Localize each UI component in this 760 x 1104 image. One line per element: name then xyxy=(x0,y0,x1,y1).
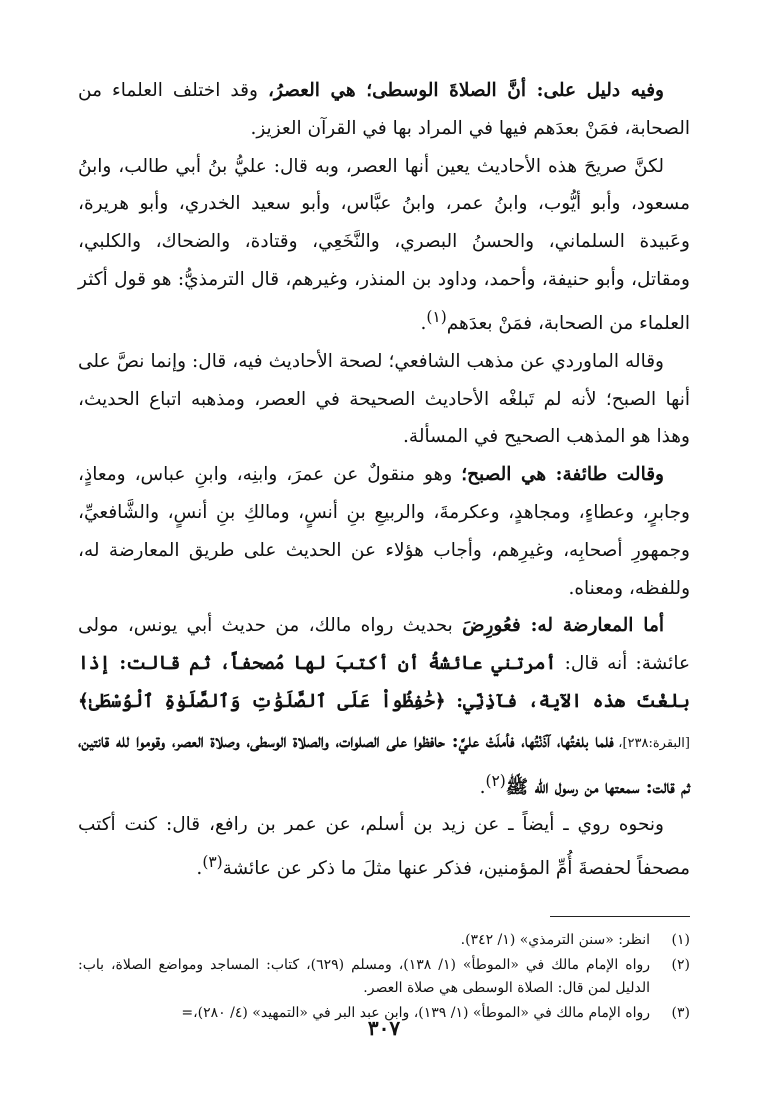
book-page xyxy=(78,72,690,1082)
paragraph-6-text: ونحوه روي ـ أيضاً ـ عن زيد بن أسلم، عن عمر بن رافع، قال: كنت أكتب مصحفاً لحفصةَ أُمِّ المؤمنين، فذكر عنها مثلَ ما ذكر عن عائشة xyxy=(78,814,690,880)
footnote-divider xyxy=(550,916,690,917)
paragraph-2-end: . xyxy=(420,312,427,334)
footnote-text: رواه الإمام مالك في «الموطأ» (١/ ١٣٨)، ومسلم (٦٢٩)، كتاب: المساجد ومواضع الصلاة، باب: الدليل لمن قال: الصلاة الوسطى هي صلاة العصر. xyxy=(78,957,651,997)
paragraph-6-end: . xyxy=(196,858,203,880)
footnotes xyxy=(78,929,690,1025)
paragraph-4-text: وهو منقولٌ عن عمرَ، وابنِه، وابنِ عباس، ومعاذٍ، وجابرٍ، وعطاءٍ، ومجاهدٍ، وعكرمةَ، والربيعِ بنِ أنسٍ، ومالكِ بنِ أنسٍ، والشَّافعيِّ، وجمهورِ أصحابِه، وغيرِهم، وأجاب هؤلاء عن الحديث على طريق المعارضة له، وللفظه، ومعناه. xyxy=(78,464,690,599)
footnote-ref-3[interactable]: (٣) xyxy=(202,853,223,872)
paragraph-5 xyxy=(78,607,690,806)
paragraph-1-text: وقد اختلف العلماء من الصحابة، فمَنْ بعدَهم فيها في المراد بها في القرآن العزيز. xyxy=(78,80,690,139)
paragraph-5-lead: أما المعارضة له: فعُورِضَ xyxy=(462,615,664,637)
paragraph-5-end: . xyxy=(479,776,486,798)
paragraph-5-text-a: بحديث رواه مالك، من حديث أبي يونس، مولى عائشة: أنه قال: xyxy=(78,615,691,675)
footnote-ref-2[interactable]: (٢) xyxy=(485,771,506,790)
paragraph-4-lead: وقالت طائفة: هي الصبح؛ xyxy=(461,464,664,486)
paragraph-6 xyxy=(78,806,690,888)
paragraph-2-text: لكنَّ صريحَ هذه الأحاديث يعين أنها العصر، وبه قال: عليُّ بنُ أبي طالب، وابنُ مسعود، وأبو أيُّوب، وابنُ عمر، وابنُ عبَّاس، وأبو سعيد الخدري، وأبو هريرة، وعَبيدة السلماني، والحسنُ البصري، والنَّخَعِي، وقتادة، والضحاك، والكلبي، ومقاتل، وأبو حنيفة، وأحمد، وداود بن المنذر، وغيرهم، قال الترمذيُّ: هو قول أكثر العلماء من الصحابة، فمَنْ بعدَهم xyxy=(78,155,690,334)
paragraph-5-text-c: فلما بلغتُها، آذَنْتُها، فأملَتْ عليَّ: حافظوا على الصلوات، والصلاة الوسطى، وصلاة العصر، وقوموا لله قانتين، ثم قالت: سمعتها من رسول الله ﷺ xyxy=(78,730,690,798)
footnote-2 xyxy=(78,954,690,1000)
paragraph-1 xyxy=(78,72,690,148)
footnote-text: انظر: «سنن الترمذي» (١/ ٣٤٢). xyxy=(460,932,650,949)
page-number: ٣٠٧ xyxy=(367,1016,401,1040)
paragraph-1-lead: وفيه دليل على: أنَّ الصلاةَ الوسطى؛ هي العصرُ، xyxy=(267,80,664,101)
paragraph-5-quote: أمرتني عائشةُ أن أكتبَ لها مُصحفاً، ثم قالت: إذا بلغْتَ هذه الآية، فآذِنِّي: ﴿حَٰفِظُواْ عَلَى ٱلصَّلَوَٰتِ وَٱلصَّلَوٰةِ ٱلْوُسْطَىٰ﴾ xyxy=(78,653,690,712)
footnote-text: رواه الإمام مالك في «الموطأ» (١/ ١٣٩)، وابن عبد البر في «التمهيد» (٤/ ٢٨٠)،= xyxy=(181,1005,650,1022)
quran-verse-ref: [البقرة:٢٣٨]، xyxy=(613,735,690,751)
footnote-ref-1[interactable]: (١) xyxy=(426,307,447,326)
footnote-number: (٢) xyxy=(671,957,690,974)
paragraph-2 xyxy=(78,148,690,343)
footnote-number: (١) xyxy=(671,932,690,949)
paragraph-3: وقاله الماوردي عن مذهب الشافعي؛ لصحة الأحاديث فيه، قال: وإنما نصَّ على أنها الصبح؛ لأنه لم تَبلغْه الأحاديث الصحيحة في العصر، ومذهبه اتباع الحديث، وهذا هو المذهب الصحيح في المسألة. xyxy=(78,350,690,448)
footnote-number: (٣) xyxy=(671,1005,690,1022)
footnote-1 xyxy=(78,929,690,952)
paragraph-4 xyxy=(78,456,690,607)
